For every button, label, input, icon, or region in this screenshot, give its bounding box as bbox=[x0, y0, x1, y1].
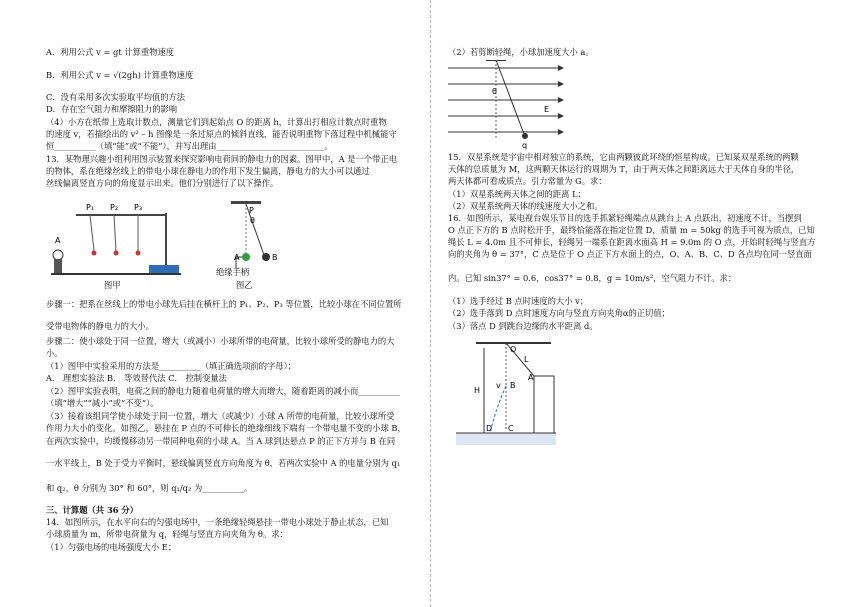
figure-q16-swing bbox=[456, 338, 596, 448]
label-a-yi: A bbox=[234, 253, 240, 262]
q13-sub2-line-2: （填“增大”“减小”或“不变”）。 bbox=[46, 398, 159, 408]
label-q: q bbox=[522, 141, 528, 150]
step2-line-1: 步骤二：使小球处于同一位置，增大（或减小）小球所带的电荷量，比较小球所受的静电力的大 bbox=[46, 336, 395, 346]
step1-line-2: 受带电物体的静电力的大小。 bbox=[46, 321, 154, 331]
figure-q14-field bbox=[448, 60, 578, 150]
label-p3: P₃ bbox=[134, 203, 143, 212]
q4-line-3: 恒__________（填“能”或“不能”），并写出理由__________________________。 bbox=[46, 141, 333, 151]
q16-line-2: O 点正下方的 B 点时松开手，最终恰能落在指定位置 D，质量 m = 50kg 的选手可视为质点，已知 bbox=[448, 225, 815, 235]
step1-line-1: 步骤一：把系在丝线上的带电小球先后挂在横杆上的 P₁、P₂、P₃ 等位置，比较小球在不同位置所 bbox=[46, 299, 402, 309]
label-a: A bbox=[528, 373, 534, 382]
label-v: v bbox=[496, 381, 501, 390]
label-l: L bbox=[524, 355, 529, 364]
caption-handle: 绝缘手柄 bbox=[216, 267, 250, 277]
q16-line-4: 向的夹角为 θ = 37°，C 点是位于 O 点正下方水面上的点，O、A、B、C、D 各点均在同一竖直面 bbox=[448, 249, 812, 259]
option-c: C．没有采用多次实验取平均值的方法 bbox=[46, 92, 186, 102]
q13-sub2-line-1: （2）图甲实验表明，电荷之间的静电力随着电荷量的增大而增大，随着距离的减小而__________ bbox=[46, 386, 400, 396]
label-p2: P₂ bbox=[110, 203, 119, 212]
option-a: A．利用公式 v = gt 计算重物速度 bbox=[46, 47, 175, 57]
caption-yi: 图乙 bbox=[236, 280, 253, 290]
q14-line-1: 14．如图所示，在水平向右的匀强电场中，一条绝缘轻绳悬挂一带电小球处于静止状态，已知 bbox=[46, 517, 389, 527]
option-b: B．利用公式 v = √(2gh) 计算重物速度 bbox=[46, 70, 194, 80]
q13-sub3-line-5: 和 q₂，θ 分别为 30° 和 60°，则 q₁/q₂ 为__________。 bbox=[46, 483, 253, 493]
q16-sub3: （3）落点 D 到跳台边缘的水平距离 d。 bbox=[448, 321, 598, 331]
q13-sub3-line-4: 一水平线上，B 处于受力平衡时，悬线偏离竖直方向角度为 θ，若两次实验中 A 的电量分别为 q₁ bbox=[46, 458, 401, 468]
q16-sub1: （1）选手经过 B 点时速度的大小 v； bbox=[448, 296, 589, 306]
q15-line-2: 天体的总质量为 M，这两颗天体运行的周期为 T，由于两天体之间距离远大于天体自身的半径， bbox=[448, 164, 800, 174]
label-p-yi: P bbox=[249, 206, 254, 215]
q13-line-2: 的物体，系在绝缘丝线上的带电小球在静电力的作用下发生偏离，静电力的大小可以通过 bbox=[46, 166, 370, 176]
label-o: O bbox=[510, 345, 517, 354]
q13-sub3-line-1: （3）接着该组同学使小球处于同一位置，增大（或减少）小球 A 所带的电荷量，比较小球所受 bbox=[46, 411, 395, 421]
q15-sub1: （1）双星系统两天体之间的距离 L； bbox=[448, 189, 586, 199]
q16-line-3: 绳长 L = 4.0m 且不可伸长，轻绳另一端系在距离水面高 H = 9.0m 的 O 点，开始时轻绳与竖直方 bbox=[448, 237, 816, 247]
q16-line-1: 16．如图所示，某电视台娱乐节目的选手抓紧轻绳端点从跳台上 A 点跃出，初速度不计，当摆到 bbox=[448, 213, 802, 223]
q4-line-1: （4）小方在纸带上选取计数点，测量它们到起始点 O 的距离 h，计算出打相应计数点时重物 bbox=[46, 117, 387, 127]
q14-sub2: （2）若剪断轻绳，小球加速度大小 a。 bbox=[448, 47, 594, 57]
q4-line-2: 的速度 v，若描绘出的 v² – h 图像是一条过原点的倾斜直线，能否说明重物下落过程中机械能守 bbox=[46, 129, 397, 139]
q16-sub2: （2）选手落到 D 点时速度方向与竖直方向夹角α的正切值； bbox=[448, 308, 670, 318]
label-theta-q14: θ bbox=[492, 87, 497, 96]
label-b: B bbox=[510, 381, 516, 390]
label-d: D bbox=[486, 424, 493, 433]
q13-line-3: 丝线偏离竖直方向的角度显示出来。他们分别进行了以下操作。 bbox=[46, 178, 279, 188]
option-d: D．存在空气阻力和摩擦阻力的影响 bbox=[46, 104, 178, 114]
figure-jia bbox=[46, 193, 196, 283]
label-e-field: E bbox=[544, 105, 550, 114]
label-b-yi: B bbox=[272, 253, 278, 262]
q14-line-2: 小球质量为 m，所带电荷量为 q，轻绳与竖直方向夹角为 θ。求： bbox=[46, 529, 288, 539]
label-theta-yi: θ bbox=[250, 216, 255, 225]
caption-jia: 图甲 bbox=[104, 280, 121, 290]
q13-sub1: （1）图甲中实验采用的方法是__________（填正确选项前的字母）； bbox=[46, 361, 297, 371]
q13-line-1: 13．某物理兴趣小组利用图示装置来探究影响电荷间的静电力的因素。图甲中，A 是一个带正电 bbox=[46, 154, 398, 164]
q15-line-1: 15．双星系统是宇宙中相对独立的系统，它由两颗彼此环绕的恒星构成。已知某双星系统的两颗 bbox=[448, 152, 799, 162]
label-h: H bbox=[474, 386, 481, 395]
q16-line-5: 内。已知 sin37° = 0.6，cos37° = 0.8，g = 10m/s²，空气阻力不计。求： bbox=[448, 273, 737, 283]
q13-sub3-line-2: 作用力大小的变化。如图乙，悬挂在 P 点的不可伸长的绝缘细线下端有一个带电量不变的小球 B， bbox=[46, 423, 406, 433]
q15-line-3: 两天体都可看成质点。引力常量为 G。求： bbox=[448, 176, 607, 186]
section-3-heading: 三、计算题（共 36 分） bbox=[46, 505, 138, 515]
step2-line-2: 小。 bbox=[46, 348, 63, 358]
label-p1: P₁ bbox=[86, 203, 95, 212]
label-a-jia: A bbox=[55, 236, 61, 245]
column-divider bbox=[430, 0, 431, 607]
label-c: C bbox=[508, 424, 514, 433]
q13-sub3-line-3: 在两次实验中，均缓慢移动另一带同种电荷的小球 A。当 A 球到达悬点 P 的正下方并与 B 在同 bbox=[46, 436, 396, 446]
q13-sub1-options: A． 理想实验法 B． 等效替代法 C． 控制变量法 bbox=[46, 373, 227, 383]
q14-sub1: （1）匀强电场的电场强度大小 E； bbox=[46, 542, 177, 552]
q15-sub2: （2）双星系统两天体的线速度大小之和。 bbox=[448, 201, 603, 211]
